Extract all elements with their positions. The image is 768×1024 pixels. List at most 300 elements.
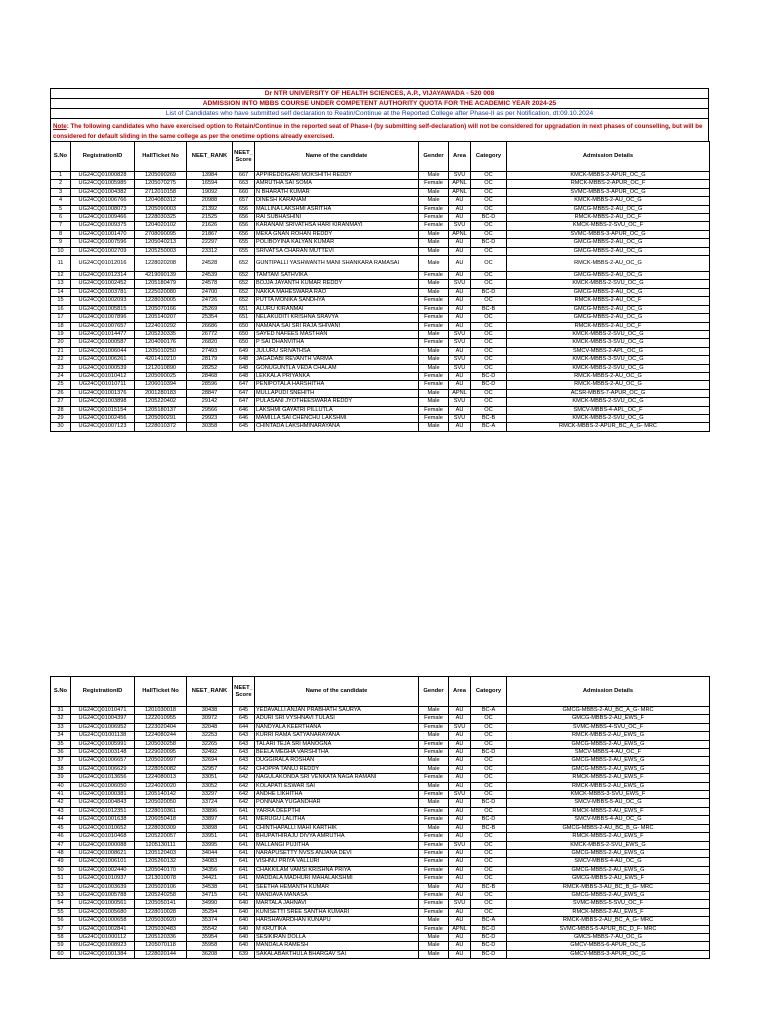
cell-neet-score: 642 xyxy=(233,791,255,799)
cell-neet-rank: 28468 xyxy=(187,372,233,380)
cell-category: OC xyxy=(471,891,507,899)
cell-gender: Male xyxy=(419,247,449,255)
cell-registration-id: UG24CQ01002440 xyxy=(71,866,135,874)
cell-sno: 33 xyxy=(51,723,71,731)
cell-gender: Female xyxy=(419,381,449,389)
cell-hallticket-no: 1205050141 xyxy=(135,900,187,908)
table-row xyxy=(51,230,710,238)
column-header-area: Area xyxy=(449,142,471,172)
cell-sno: 25 xyxy=(51,381,71,389)
cell-neet-score: 641 xyxy=(233,824,255,832)
cell-area: SVU xyxy=(449,222,471,230)
cell-gender: Female xyxy=(419,900,449,908)
cell-area: SVU xyxy=(449,398,471,406)
cell-admission-details: KMCK-MBBS-2-SVU_OC_F xyxy=(507,222,710,230)
cell-admission-details: GMCG-MBBS-2-AU_EWS_G xyxy=(507,866,710,874)
cell-sno: 31 xyxy=(51,707,71,715)
cell-neet-score: 641 xyxy=(233,883,255,891)
table-row xyxy=(51,732,710,740)
cell-candidate-name: JAGADABI REVANTH VARMA xyxy=(255,356,419,364)
cell-category: OC xyxy=(471,356,507,364)
cell-category: OC xyxy=(471,247,507,255)
cell-hallticket-no: 1228030325 xyxy=(135,214,187,222)
cell-hallticket-no: 1205090269 xyxy=(135,172,187,180)
cell-registration-id: UG24CQ01010471 xyxy=(71,707,135,715)
cell-sno: 12 xyxy=(51,272,71,280)
cell-category: OC xyxy=(471,774,507,782)
cell-neet-score: 650 xyxy=(233,339,255,347)
cell-gender: Female xyxy=(419,180,449,188)
cell-neet-score: 655 xyxy=(233,239,255,247)
cell-registration-id: UG24CQ01006657 xyxy=(71,757,135,765)
cell-neet-rank: 25354 xyxy=(187,314,233,322)
table-row xyxy=(51,214,710,222)
cell-category: OC xyxy=(471,765,507,773)
cell-neet-rank: 33951 xyxy=(187,833,233,841)
cell-hallticket-no: 1224010292 xyxy=(135,322,187,330)
cell-neet-score: 656 xyxy=(233,214,255,222)
cell-area: AU xyxy=(449,732,471,740)
cell-hallticket-no: 1224020020 xyxy=(135,782,187,790)
cell-registration-id: UG24CQ01004843 xyxy=(71,799,135,807)
cell-hallticket-no: 1205020050 xyxy=(135,799,187,807)
cell-hallticket-no: 1205130111 xyxy=(135,841,187,849)
cell-category: OC xyxy=(471,807,507,815)
cell-area: AU xyxy=(449,297,471,305)
cell-neet-rank: 27493 xyxy=(187,347,233,355)
cell-neet-rank: 26772 xyxy=(187,330,233,338)
candidates-table-2 xyxy=(50,676,710,959)
cell-candidate-name: MANDALA RAMESH xyxy=(255,942,419,950)
cell-neet-rank: 33297 xyxy=(187,791,233,799)
cell-hallticket-no: 2708090095 xyxy=(135,230,187,238)
table-row xyxy=(51,891,710,899)
cell-admission-details: GMCG-MBBS-2-AU_BC_A_G- MRC xyxy=(507,707,710,715)
cell-registration-id: UG24CQ01009466 xyxy=(71,214,135,222)
cell-category: OC xyxy=(471,740,507,748)
table-row xyxy=(51,925,710,933)
cell-registration-id: UG24CQ01006952 xyxy=(71,723,135,731)
cell-candidate-name: NARAPUSETTY NVSS ANJANA DEVI xyxy=(255,849,419,857)
cell-neet-rank: 32253 xyxy=(187,732,233,740)
table-row xyxy=(51,917,710,925)
cell-registration-id: UG24CQ01005985 xyxy=(71,180,135,188)
cell-registration-id: UG24CQ01000088 xyxy=(71,841,135,849)
table-row xyxy=(51,322,710,330)
cell-admission-details: KMCK-MBBS-2-SVU_OC_G xyxy=(507,398,710,406)
cell-hallticket-no: 1205020106 xyxy=(135,883,187,891)
table-row xyxy=(51,841,710,849)
cell-category: OC xyxy=(471,180,507,188)
table-row xyxy=(51,280,710,288)
cell-neet-score: 645 xyxy=(233,423,255,431)
cell-admission-details: SMCV-MBBS-4-AU_OC_G xyxy=(507,816,710,824)
cell-category: BC-D xyxy=(471,942,507,950)
cell-hallticket-no: 1225020080 xyxy=(135,288,187,296)
cell-sno: 54 xyxy=(51,900,71,908)
cell-gender: Male xyxy=(419,398,449,406)
cell-area: AU xyxy=(449,247,471,255)
cell-neet-rank: 33724 xyxy=(187,799,233,807)
cell-admission-details: SMCV-MBBS-4-APL_OC_F xyxy=(507,406,710,414)
cell-area: AU xyxy=(449,875,471,883)
cell-neet-score: 641 xyxy=(233,891,255,899)
cell-area: AU xyxy=(449,322,471,330)
cell-neet-rank: 32265 xyxy=(187,740,233,748)
cell-neet-rank: 34538 xyxy=(187,883,233,891)
cell-sno: 37 xyxy=(51,757,71,765)
cell-neet-rank: 30972 xyxy=(187,715,233,723)
cell-hallticket-no: 1223020404 xyxy=(135,723,187,731)
column-header-neet-score: NEET_ Score xyxy=(233,677,255,707)
cell-neet-score: 644 xyxy=(233,723,255,731)
table-row xyxy=(51,314,710,322)
cell-sno: 43 xyxy=(51,807,71,815)
cell-area: AU xyxy=(449,423,471,431)
table-row xyxy=(51,816,710,824)
note-text: : The following candidates who have exercised option to Retain/Continue in the reported seat of Phase-I (by submitting self-declaration) will not be considered for upgradation in next phases of counselling, but will be considered for default sliding in the same college as per the onetime options already exercised. xyxy=(53,123,703,140)
cell-hallticket-no: 1206050418 xyxy=(135,816,187,824)
cell-candidate-name: SRIVATSA CHARAN MUTTEVI xyxy=(255,247,419,255)
cell-area: AU xyxy=(449,908,471,916)
cell-category: BC-D xyxy=(471,799,507,807)
cell-candidate-name: JULURU SRIVATHSA xyxy=(255,347,419,355)
cell-sno: 53 xyxy=(51,891,71,899)
list-title: List of Candidates who have submitted self declaration to Reatin/Continue at the Reported College after Phase-II as per Notification, dt:09.10.2024 xyxy=(50,108,709,118)
university-title: Dr NTR UNIVERSITY OF HEALTH SCIENCES, A.P., VIJAYAWADA - 520 008 xyxy=(50,88,709,98)
cell-category: OC xyxy=(471,782,507,790)
cell-admission-details: RMCK-MBBS-2-AU_EWS_F xyxy=(507,908,710,916)
table-row xyxy=(51,740,710,748)
cell-neet-score: 647 xyxy=(233,389,255,397)
cell-registration-id: UG24CQ01007657 xyxy=(71,322,135,330)
cell-neet-score: 643 xyxy=(233,757,255,765)
cell-registration-id: UG24CQ01002456 xyxy=(71,414,135,422)
cell-area: AU xyxy=(449,774,471,782)
cell-category: BC-B xyxy=(471,824,507,832)
cell-neet-rank: 13984 xyxy=(187,172,233,180)
cell-hallticket-no: 2712010158 xyxy=(135,188,187,196)
cell-candidate-name: P SAI DHANVITHA xyxy=(255,339,419,347)
cell-gender: Female xyxy=(419,222,449,230)
cell-category: OC xyxy=(471,715,507,723)
table-row xyxy=(51,707,710,715)
cell-registration-id: UG24CQ01012016 xyxy=(71,256,135,272)
cell-candidate-name: TAMTAM SATHVIKA xyxy=(255,272,419,280)
cell-neet-score: 652 xyxy=(233,280,255,288)
cell-category: BC-D xyxy=(471,288,507,296)
cell-area: AU xyxy=(449,765,471,773)
cell-candidate-name: GUNTIPALLI YASHWANTH MANI SHANKARA RAMASAI xyxy=(255,256,419,272)
cell-admission-details: GMCG-MBBS-2-AU_OC_G xyxy=(507,288,710,296)
cell-candidate-name: ANDHE LIKHITHA xyxy=(255,791,419,799)
cell-admission-details: GMCG-MBBS-2-AU_OC_G xyxy=(507,305,710,313)
cell-admission-details: RMCK-MBBS-2-APUR_BC_A_G- MRC xyxy=(507,423,710,431)
cell-candidate-name: LAKSHMI GAYATRI PILLUTLA xyxy=(255,406,419,414)
cell-candidate-name: N BHARATH KUMAR xyxy=(255,188,419,196)
cell-candidate-name: POLIBOYINA KALYAN KUMAR xyxy=(255,239,419,247)
cell-registration-id: UG24CQ01006629 xyxy=(71,765,135,773)
cell-category: OC xyxy=(471,330,507,338)
cell-neet-rank: 24700 xyxy=(187,288,233,296)
cell-sno: 13 xyxy=(51,280,71,288)
cell-registration-id: UG24CQ01007896 xyxy=(71,314,135,322)
table-header-row xyxy=(51,142,710,172)
cell-sno: 21 xyxy=(51,347,71,355)
cell-neet-score: 640 xyxy=(233,933,255,941)
column-header-gender: Gender xyxy=(419,142,449,172)
cell-category: OC xyxy=(471,230,507,238)
column-header-neet-rank: NEET_RANK xyxy=(187,677,233,707)
cell-admission-details: RMCK-MBBS-2-AU_EWS_G xyxy=(507,782,710,790)
cell-registration-id: UG24CQ01001376 xyxy=(71,389,135,397)
cell-neet-rank: 33897 xyxy=(187,816,233,824)
cell-gender: Male xyxy=(419,188,449,196)
table-row xyxy=(51,222,710,230)
cell-sno: 30 xyxy=(51,423,71,431)
cell-gender: Female xyxy=(419,715,449,723)
cell-registration-id: UG24CQ01006261 xyxy=(71,356,135,364)
cell-registration-id: UG24CQ01009375 xyxy=(71,222,135,230)
table-row xyxy=(51,372,710,380)
cell-hallticket-no: 1205070166 xyxy=(135,305,187,313)
cell-area: AU xyxy=(449,256,471,272)
cell-area: APNL xyxy=(449,925,471,933)
cell-candidate-name: NAGULAKONDA SRI VENKATA NAGA RAMANI xyxy=(255,774,419,782)
cell-neet-score: 656 xyxy=(233,230,255,238)
cell-gender: Male xyxy=(419,765,449,773)
cell-candidate-name: TALARI TEJA SRI MANOGNA xyxy=(255,740,419,748)
cell-area: AU xyxy=(449,205,471,213)
cell-neet-score: 642 xyxy=(233,782,255,790)
cell-sno: 59 xyxy=(51,942,71,950)
table-row xyxy=(51,356,710,364)
cell-neet-rank: 34990 xyxy=(187,900,233,908)
cell-candidate-name: GONUGUNTLA VEDA CHALAM xyxy=(255,364,419,372)
cell-admission-details: KMCK-MBBS-2-SVU_OC_G xyxy=(507,414,710,422)
cell-candidate-name: PENIPOTALA HARSHITHA xyxy=(255,381,419,389)
cell-neet-rank: 21392 xyxy=(187,205,233,213)
cell-category: OC xyxy=(471,280,507,288)
note-block xyxy=(50,118,709,141)
cell-hallticket-no: 1205090003 xyxy=(135,205,187,213)
cell-category: BC-D xyxy=(471,381,507,389)
cell-candidate-name: APPIREDDIGARI MOKSHITH REDDY xyxy=(255,172,419,180)
table-row xyxy=(51,406,710,414)
cell-admission-details: GMCG-MBBS-2-AU_OC_G xyxy=(507,314,710,322)
cell-candidate-name: MALLANGI PUJITHA xyxy=(255,841,419,849)
table-header-row xyxy=(51,677,710,707)
cell-area: AU xyxy=(449,833,471,841)
cell-hallticket-no: 1205220402 xyxy=(135,398,187,406)
cell-neet-rank: 28179 xyxy=(187,356,233,364)
table-row xyxy=(51,883,710,891)
cell-candidate-name: MAMILLA SAI CHENCHU LAKSHMI xyxy=(255,414,419,422)
cell-category: OC xyxy=(471,205,507,213)
cell-registration-id: UG24CQ01013656 xyxy=(71,774,135,782)
note-label: Note xyxy=(53,123,67,130)
cell-registration-id: UG24CQ01002452 xyxy=(71,280,135,288)
cell-sno: 36 xyxy=(51,749,71,757)
cell-hallticket-no: 1205180479 xyxy=(135,280,187,288)
cell-neet-score: 639 xyxy=(233,950,255,958)
table-row xyxy=(51,398,710,406)
candidates-table-1 xyxy=(50,141,710,432)
cell-registration-id: UG24CQ01004397 xyxy=(71,715,135,723)
cell-category: BC-D xyxy=(471,239,507,247)
cell-candidate-name: PONNANA YUGANDHAR xyxy=(255,799,419,807)
table-row xyxy=(51,205,710,213)
cell-neet-rank: 35954 xyxy=(187,933,233,941)
cell-gender: Female xyxy=(419,774,449,782)
cell-admission-details: KMCK-MBBS-2-APUR_OC_G xyxy=(507,172,710,180)
table-row xyxy=(51,807,710,815)
cell-registration-id: UG24CQ01010468 xyxy=(71,833,135,841)
cell-neet-score: 651 xyxy=(233,314,255,322)
cell-neet-score: 650 xyxy=(233,330,255,338)
cell-neet-rank: 34083 xyxy=(187,858,233,866)
cell-admission-details: RMCK-MBBS-2-AU_OC_G xyxy=(507,381,710,389)
cell-admission-details: RMCK-MBBS-2-AU_EWS_G xyxy=(507,732,710,740)
cell-gender: Female xyxy=(419,740,449,748)
cell-neet-rank: 33052 xyxy=(187,782,233,790)
cell-neet-rank: 30438 xyxy=(187,707,233,715)
cell-category: OC xyxy=(471,791,507,799)
cell-candidate-name: MEKA GNAN ROHAN REDDY xyxy=(255,230,419,238)
cell-hallticket-no: 1213010078 xyxy=(135,875,187,883)
cell-neet-score: 642 xyxy=(233,799,255,807)
cell-gender: Male xyxy=(419,347,449,355)
cell-hallticket-no: 1205030483 xyxy=(135,925,187,933)
cell-neet-score: 640 xyxy=(233,900,255,908)
cell-candidate-name: AMRUTHA SAI SOMA xyxy=(255,180,419,188)
cell-neet-rank: 32048 xyxy=(187,723,233,731)
cell-neet-score: 641 xyxy=(233,833,255,841)
cell-registration-id: UG24CQ01006050 xyxy=(71,782,135,790)
cell-gender: Female xyxy=(419,314,449,322)
cell-registration-id: UG24CQ01000381 xyxy=(71,791,135,799)
cell-neet-rank: 33898 xyxy=(187,824,233,832)
cell-sno: 10 xyxy=(51,247,71,255)
cell-registration-id: UG24CQ01010652 xyxy=(71,824,135,832)
cell-admission-details: GMCG-MBBS-2-AU_BC_B_G- MRC xyxy=(507,824,710,832)
cell-registration-id: UG24CQ01000658 xyxy=(71,917,135,925)
cell-category: OC xyxy=(471,222,507,230)
cell-neet-rank: 24539 xyxy=(187,272,233,280)
cell-sno: 57 xyxy=(51,925,71,933)
cell-sno: 24 xyxy=(51,372,71,380)
cell-admission-details: RMCK-MBBS-2-APUR_OC_F xyxy=(507,180,710,188)
cell-hallticket-no: 1205040170 xyxy=(135,866,187,874)
cell-sno: 58 xyxy=(51,933,71,941)
cell-sno: 4 xyxy=(51,197,71,205)
cell-registration-id: UG24CQ01007596 xyxy=(71,239,135,247)
cell-candidate-name: MARTALA JAHNAVI xyxy=(255,900,419,908)
cell-area: SVU xyxy=(449,364,471,372)
cell-candidate-name: PUTTA MONIKA SANDHYA xyxy=(255,297,419,305)
cell-neet-score: 652 xyxy=(233,288,255,296)
cell-candidate-name: PULASANI JYOTHEESWARA REDDY xyxy=(255,398,419,406)
table-row xyxy=(51,297,710,305)
cell-area: AU xyxy=(449,950,471,958)
cell-sno: 56 xyxy=(51,917,71,925)
cell-candidate-name: M KRUTIKA xyxy=(255,925,419,933)
cell-candidate-name: YARRA DEEPTHI xyxy=(255,807,419,815)
table-row xyxy=(51,866,710,874)
cell-gender: Male xyxy=(419,757,449,765)
cell-category: OC xyxy=(471,314,507,322)
cell-candidate-name: NANDYALA KEERTHANA xyxy=(255,723,419,731)
cell-gender: Female xyxy=(419,305,449,313)
cell-hallticket-no: 1205140142 xyxy=(135,791,187,799)
cell-neet-rank: 25269 xyxy=(187,305,233,313)
cell-area: AU xyxy=(449,305,471,313)
cell-neet-score: 652 xyxy=(233,297,255,305)
column-header-candidate-name: Name of the candidate xyxy=(255,677,419,707)
cell-category: OC xyxy=(471,364,507,372)
cell-candidate-name: SAKALABAKTHULA BHARGAV SAI xyxy=(255,950,419,958)
cell-admission-details: GMCG-MBBS-2-AU_OC_G xyxy=(507,239,710,247)
cell-neet-score: 645 xyxy=(233,715,255,723)
cell-category: OC xyxy=(471,908,507,916)
cell-category: BC-D xyxy=(471,933,507,941)
cell-neet-score: 643 xyxy=(233,732,255,740)
cell-registration-id: UG24CQ01010412 xyxy=(71,372,135,380)
cell-candidate-name: BEELA MEGHA VARSHITHA xyxy=(255,749,419,757)
cell-sno: 29 xyxy=(51,414,71,422)
cell-neet-score: 648 xyxy=(233,364,255,372)
table-row xyxy=(51,347,710,355)
table-row xyxy=(51,824,710,832)
cell-gender: Male xyxy=(419,256,449,272)
cell-registration-id: UG24CQ01008923 xyxy=(71,942,135,950)
cell-gender: Male xyxy=(419,280,449,288)
cell-neet-rank: 36208 xyxy=(187,950,233,958)
column-header-neet-rank: NEET_RANK xyxy=(187,142,233,172)
cell-sno: 1 xyxy=(51,172,71,180)
cell-gender: Male xyxy=(419,883,449,891)
table-row xyxy=(51,791,710,799)
cell-gender: Male xyxy=(419,917,449,925)
cell-gender: Male xyxy=(419,707,449,715)
cell-neet-rank: 23312 xyxy=(187,247,233,255)
cell-registration-id: UG24CQ01005815 xyxy=(71,305,135,313)
column-header-gender: Gender xyxy=(419,677,449,707)
cell-neet-score: 640 xyxy=(233,908,255,916)
cell-candidate-name: KURRI RAMA SATYANARAYANA xyxy=(255,732,419,740)
cell-sno: 46 xyxy=(51,833,71,841)
cell-hallticket-no: 1201030018 xyxy=(135,707,187,715)
cell-candidate-name: LEKKALA PRIYANKA xyxy=(255,372,419,380)
cell-area: SVU xyxy=(449,841,471,849)
cell-hallticket-no: 1228010361 xyxy=(135,807,187,815)
cell-gender: Female xyxy=(419,866,449,874)
cell-sno: 2 xyxy=(51,180,71,188)
cell-neet-rank: 21525 xyxy=(187,214,233,222)
cell-registration-id: UG24CQ01012351 xyxy=(71,807,135,815)
cell-category: BC-A xyxy=(471,423,507,431)
cell-registration-id: UG24CQ01000112 xyxy=(71,933,135,941)
cell-neet-score: 641 xyxy=(233,866,255,874)
cell-neet-rank: 34421 xyxy=(187,875,233,883)
cell-admission-details: SVMC-MBBS-5-SVU_OC_F xyxy=(507,900,710,908)
cell-sno: 45 xyxy=(51,824,71,832)
cell-candidate-name: KOLAPATI ESWAR SAI xyxy=(255,782,419,790)
cell-neet-rank: 33896 xyxy=(187,807,233,815)
cell-candidate-name: BOJJA JAYANTH KUMAR REDDY xyxy=(255,280,419,288)
cell-registration-id: UG24CQ01003639 xyxy=(71,883,135,891)
cell-sno: 47 xyxy=(51,841,71,849)
